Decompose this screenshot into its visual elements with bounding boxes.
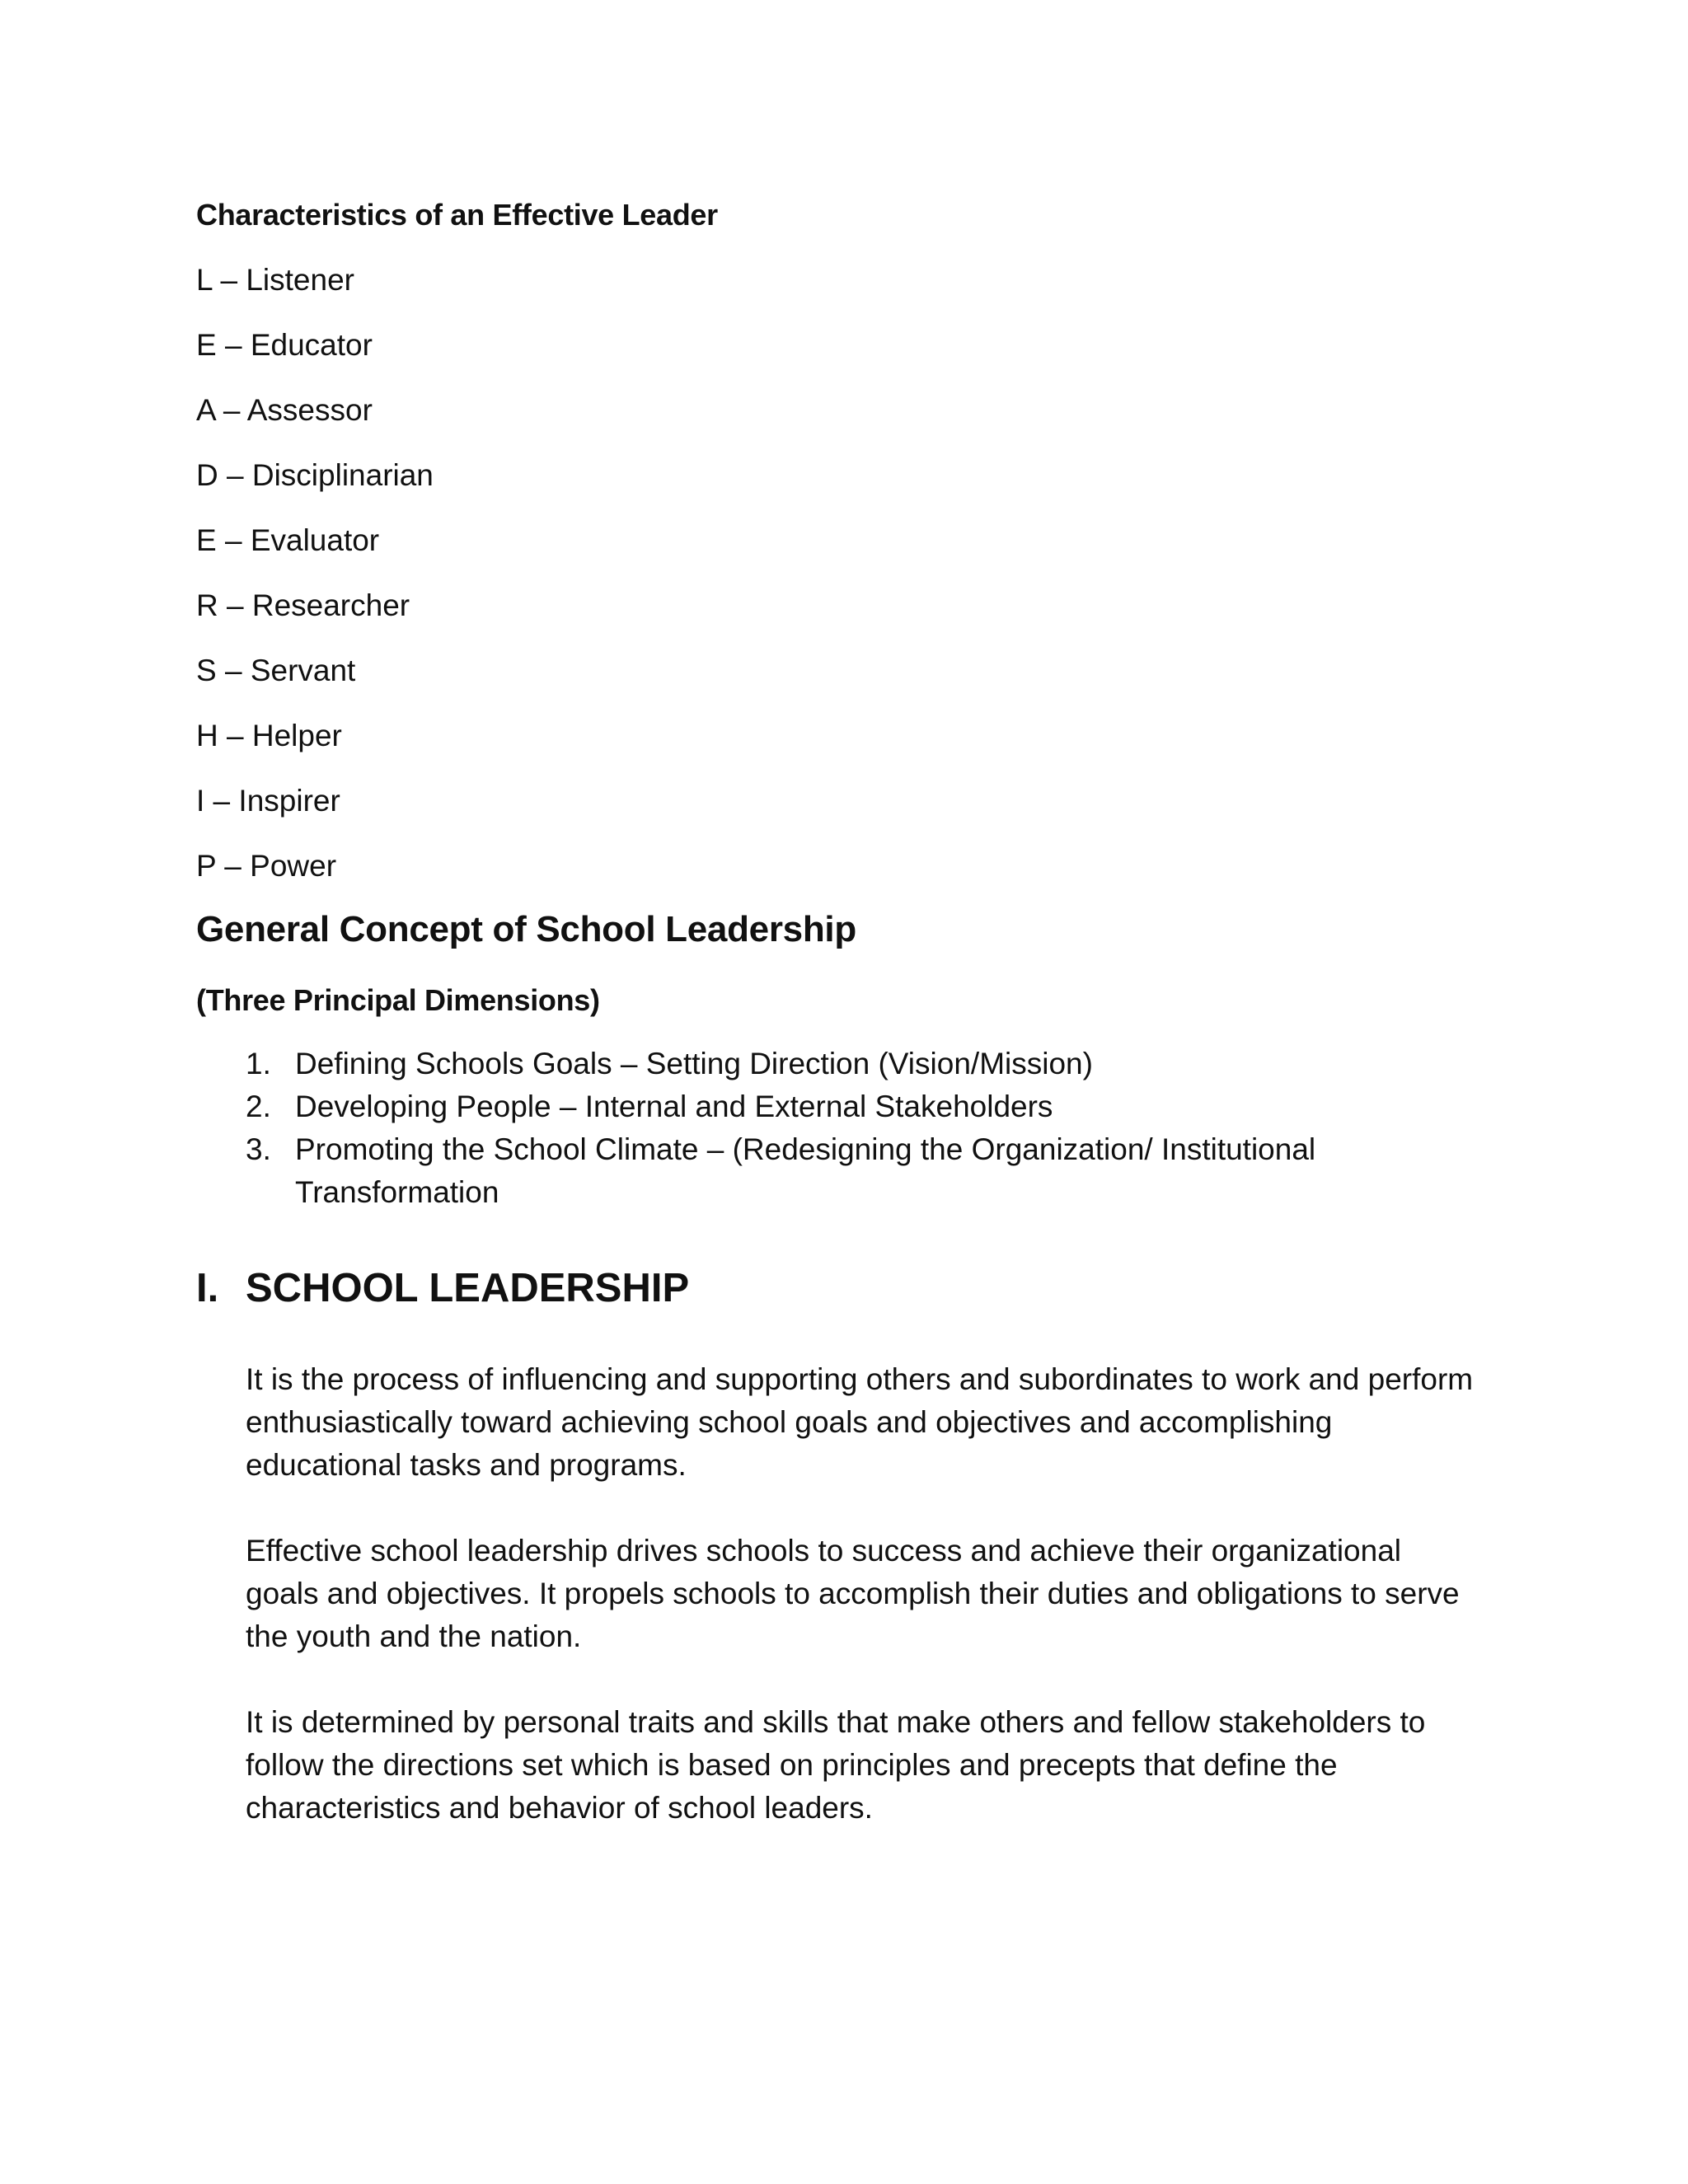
dimensions-list [196,1043,1350,1214]
list-text: Promoting the School Climate – (Redesigning the Organization/ Institutional Transformation [295,1132,1316,1209]
section-title [196,1265,689,1311]
list-item: D – Disciplinarian [196,458,434,492]
list-text: Developing People – Internal and External Stakeholders [295,1090,1053,1123]
list-text: Defining Schools Goals – Setting Direction (Vision/Mission) [295,1047,1093,1080]
section-title-text: SCHOOL LEADERSHIP [246,1266,690,1310]
concept-subheading: (Three Principal Dimensions) [196,983,600,1017]
list-item: E – Evaluator [196,523,380,557]
list-number: 2. [246,1090,271,1123]
list-item [196,1043,1350,1085]
paragraph: Effective school leadership drives schools to success and achieve their organizational goals and objectives. It propels schools to accomplish their duties and obligations to serve the youth and the nation. [246,1534,1460,1653]
paragraph: It is the process of influencing and supporting others and subordinates to work and perform enthusiastically toward achieving school goals and objectives and accomplishing educational tasks and programs. [246,1362,1474,1482]
list-item: S – Servant [196,654,356,687]
paragraph: It is determined by personal traits and skills that make others and fellow stakeholders to follow the directions set which is based on principles and precepts that define the characteristics and behavior of school leaders. [246,1705,1426,1825]
list-item [196,1085,1350,1128]
list-item: A – Assessor [196,393,373,427]
characteristics-heading: Characteristics of an Effective Leader [196,198,718,232]
list-item: P – Power [196,849,337,883]
characteristics-list [196,257,434,908]
list-item: H – Helper [196,719,342,752]
list-number: 3. [246,1132,271,1166]
list-item: E – Educator [196,328,373,362]
list-number: 1. [246,1047,271,1080]
list-item: L – Listener [196,263,354,297]
list-item: I – Inspirer [196,784,340,818]
section-numeral: I. [196,1266,219,1310]
list-item [196,1128,1350,1214]
concept-heading: General Concept of School Leadership [196,909,856,949]
list-item: R – Researcher [196,588,410,622]
